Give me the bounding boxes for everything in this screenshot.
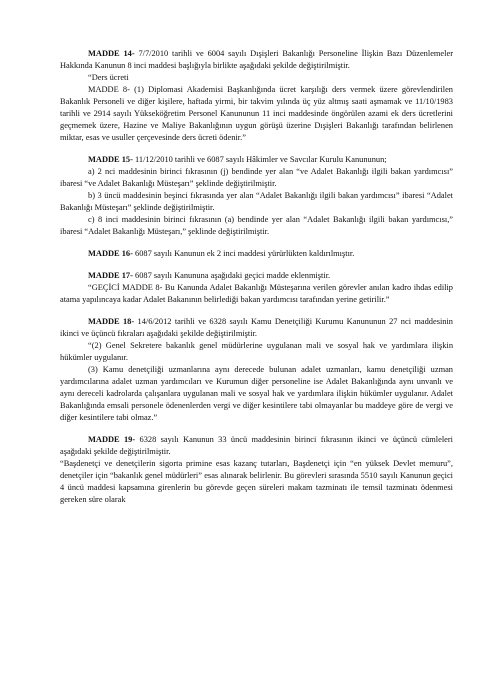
article-heading: MADDE 16-: [88, 249, 133, 258]
article-heading: MADDE 15-: [88, 155, 133, 164]
article-paragraph: “(2) Genel Sekretere bakanlık genel müdürlerine uygulanan mali ve sosyal hak ve yardımlara ilişkin hükümler uygulanır.: [60, 341, 453, 362]
article-lead: 11/12/2010 tarihli ve 6087 sayılı Hâkimler ve Savcılar Kurulu Kanununun;: [132, 155, 387, 164]
article-paragraph: c) 8 inci maddesinin birinci fıkrasının (a) bendinde yer alan “Adalet Bakanlığı ilgili bakan yardımcısı,” ibaresi “Adalet Bakanlığı Müsteşarı,” şeklinde değiştirilmiştir.: [60, 215, 453, 236]
article-paragraph: a) 2 nci maddesinin birinci fıkrasının (j) bendinde yer alan “ve Adalet Bakanlığı ilgili bakan yardımcısı” ibaresi “ve Adalet Bakanlığı Müsteşarı” şeklinde değiştirilmiştir.: [60, 167, 453, 188]
article-intro: [60, 248, 453, 260]
article-paragraph: “GEÇİCİ MADDE 8- Bu Kanunda Adalet Bakanlığı Müsteşarına verilen görevler anılan kadro ihdas edilip atama yapılıncaya kadar Adalet Bakanının belirlediği bakan yardımcısı tarafından yerine getirilir.”: [60, 283, 453, 304]
article-14: [60, 48, 453, 144]
article-16: [60, 248, 453, 260]
article-heading: MADDE 18-: [88, 317, 135, 326]
article-lead: 6087 sayılı Kanununa aşağıdaki geçici madde eklenmiştir.: [132, 271, 331, 280]
article-intro: [60, 316, 453, 340]
article-17: [60, 270, 453, 306]
article-paragraph: b) 3 üncü maddesinin beşinci fıkrasında yer alan “Adalet Bakanlığı ilgili bakan yardımcısı” ibaresi “Adalet Bakanlığı Müsteşarı” şeklinde değiştirilmiştir.: [60, 191, 453, 212]
article-19: [60, 434, 453, 506]
article-paragraph: “Ders ücreti: [88, 73, 129, 82]
article-paragraph: “Başdenetçi ve denetçilerin sigorta primine esas kazanç tutarları, Başdenetçi için “en yüksek Devlet memuru”, denetçiler için “bakanlık genel müdürleri” esas alınarak belirlenir. Bu görevleri sırasında 5510 sayılı Kanunun geçici 4 üncü maddesi kapsamına girenlerin bu görevde geçen süreleri makam tazminatı ile temsil tazminatı ödenmesi gereken süre olarak: [60, 459, 453, 504]
article-lead: 7/7/2010 tarihli ve 6004 sayılı Dışişleri Bakanlığı Personeline İlişkin Bazı Düzenlemeler Hakkında Kanunun 8 inci maddesi başlığıyla birlikte aşağıdaki şekilde değiştirilmiştir.: [60, 49, 453, 70]
article-intro: [60, 154, 453, 166]
article-intro: [60, 48, 453, 72]
article-intro: [60, 434, 453, 458]
article-15: [60, 154, 453, 238]
article-paragraph: MADDE 8- (1) Diplomasi Akademisi Başkanlığında ücret karşılığı ders vermek üzere görevlendirilen Bakanlık Personeli ve diğer kişilere, haftada yirmi, bir takvim yılında üç yüz altmış saati aşmamak ve 11/10/1983 tarihli ve 2914 sayılı Yükseköğretim Personel Kanununun 11 inci maddesinde öngörülen azami ek ders ücretlerini geçmemek üzere, Hazine ve Maliye Bakanlığının uygun görüşü üzerine Dışişleri Bakanlığı tarafından belirlenen miktar, esas ve usuller çerçevesinde ders ücreti ödenir.”: [60, 85, 453, 142]
article-18: [60, 316, 453, 424]
article-intro: [60, 270, 453, 282]
article-heading: MADDE 17-: [88, 271, 133, 280]
article-paragraph: (3) Kamu denetçiliği uzmanlarına aynı derecede bulunan adalet uzmanları, kamu denetçiliği uzman yardımcılarına adalet uzman yardımcıları ve Kurumun diğer personeline ise Adalet Bakanlığında aynı unvanlı ve aynı dereceli kadrolarda çalışanlara uygulanan mali ve sosyal hak ve yardımlara ilişkin hükümler uygulanır. Adalet Bakanlığında emsali personele ödenenlerden vergi ve diğer kesintilere tabi olmayanlar bu maddeye göre de vergi ve diğer kesintilere tabi olmaz.”: [60, 365, 453, 422]
article-lead: 6328 sayılı Kanunun 33 üncü maddesinin birinci fıkrasının ikinci ve üçüncü cümleleri aşağıdaki şekilde değiştirilmiştir.: [60, 435, 453, 456]
article-lead: 6087 sayılı Kanunun ek 2 inci maddesi yürürlükten kaldırılmıştır.: [132, 249, 355, 258]
article-lead: 14/6/2012 tarihli ve 6328 sayılı Kamu Denetçiliği Kurumu Kanununun 27 nci maddesinin ikinci ve üçüncü fıkraları aşağıdaki şekilde değiştirilmiştir.: [60, 317, 453, 338]
article-heading: MADDE 19-: [88, 435, 136, 444]
article-heading: MADDE 14-: [88, 49, 135, 58]
